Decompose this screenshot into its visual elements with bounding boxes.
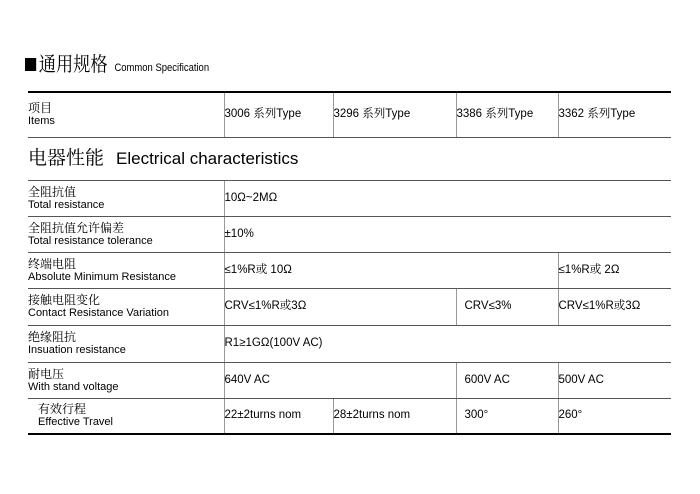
section-title-cn: 电器性能 xyxy=(28,147,105,169)
value-cell: CRV≤1%R或3Ω xyxy=(224,288,456,325)
type-header-3006: 3006 系列Type xyxy=(224,92,333,137)
value-cell: 260° xyxy=(558,398,671,434)
page-title-cn: 通用规格 xyxy=(38,54,108,76)
value-cell: R1≥1GΩ(100V AC) xyxy=(224,325,671,362)
row-label xyxy=(28,216,224,252)
row-label-en: Effective Travel xyxy=(38,416,113,429)
black-square-icon xyxy=(25,58,36,71)
table-row xyxy=(28,288,671,325)
row-label xyxy=(28,325,224,362)
table-row xyxy=(28,362,671,398)
value-cell: 28±2turns nom xyxy=(333,398,456,434)
value-cell: 22±2turns nom xyxy=(224,398,333,434)
value-cell: CRV≤1%R或3Ω xyxy=(558,288,671,325)
value-cell: 640V AC xyxy=(224,362,456,398)
row-label xyxy=(28,180,224,216)
row-label-cn: 全阻抗值允许偏差 xyxy=(28,220,125,235)
row-label-en: Total resistance xyxy=(28,198,105,211)
row-label-cn: 终端电阻 xyxy=(28,256,77,271)
row-label xyxy=(28,398,224,434)
row-label-en: Total resistance tolerance xyxy=(28,234,153,247)
type-header-3296: 3296 系列Type xyxy=(333,92,456,137)
type-header-3386: 3386 系列Type xyxy=(456,92,558,137)
row-label-en: With stand voltage xyxy=(28,380,119,393)
value-cell: CRV≤3% xyxy=(456,288,558,325)
row-label-en: Absolute Minimum Resistance xyxy=(28,270,176,283)
value-cell: ≤1%R或 2Ω xyxy=(558,252,671,288)
value-cell: ≤1%R或 10Ω xyxy=(224,252,558,288)
table-row xyxy=(28,180,671,216)
header-row xyxy=(28,92,671,137)
items-header-cell xyxy=(28,92,224,137)
type-header-3362: 3362 系列Type xyxy=(558,92,671,137)
value-cell: 300° xyxy=(456,398,558,434)
row-label-cn: 耐电压 xyxy=(28,366,65,381)
row-label-cn: 绝缘阻抗 xyxy=(28,330,77,344)
row-label-cn: 有效行程 xyxy=(38,402,87,417)
row-label xyxy=(28,288,224,325)
page-title xyxy=(25,52,209,78)
value-cell: 600V AC xyxy=(456,362,558,398)
section-title-en: Electrical characteristics xyxy=(116,148,299,168)
table-row xyxy=(28,398,671,434)
row-label-cn: 全阻抗值 xyxy=(28,184,77,199)
section-row xyxy=(28,137,671,180)
value-cell: 10Ω~2MΩ xyxy=(224,180,671,216)
items-header-en: Items xyxy=(28,115,55,128)
value-cell: 500V AC xyxy=(558,362,671,398)
spec-table xyxy=(28,91,671,435)
section-title xyxy=(28,137,671,180)
row-label-en: Contact Resistance Variation xyxy=(28,307,170,319)
value-cell: ±10% xyxy=(224,216,671,252)
table-row xyxy=(28,216,671,252)
row-label xyxy=(28,362,224,398)
page-title-en: Common Specification xyxy=(114,62,210,74)
row-label-en: Insuation resistance xyxy=(28,344,126,356)
table-row xyxy=(28,325,671,362)
row-label-cn: 接触电阻变化 xyxy=(28,293,101,307)
items-header-cn: 项目 xyxy=(28,101,53,116)
table-row xyxy=(28,252,671,288)
row-label xyxy=(28,252,224,288)
